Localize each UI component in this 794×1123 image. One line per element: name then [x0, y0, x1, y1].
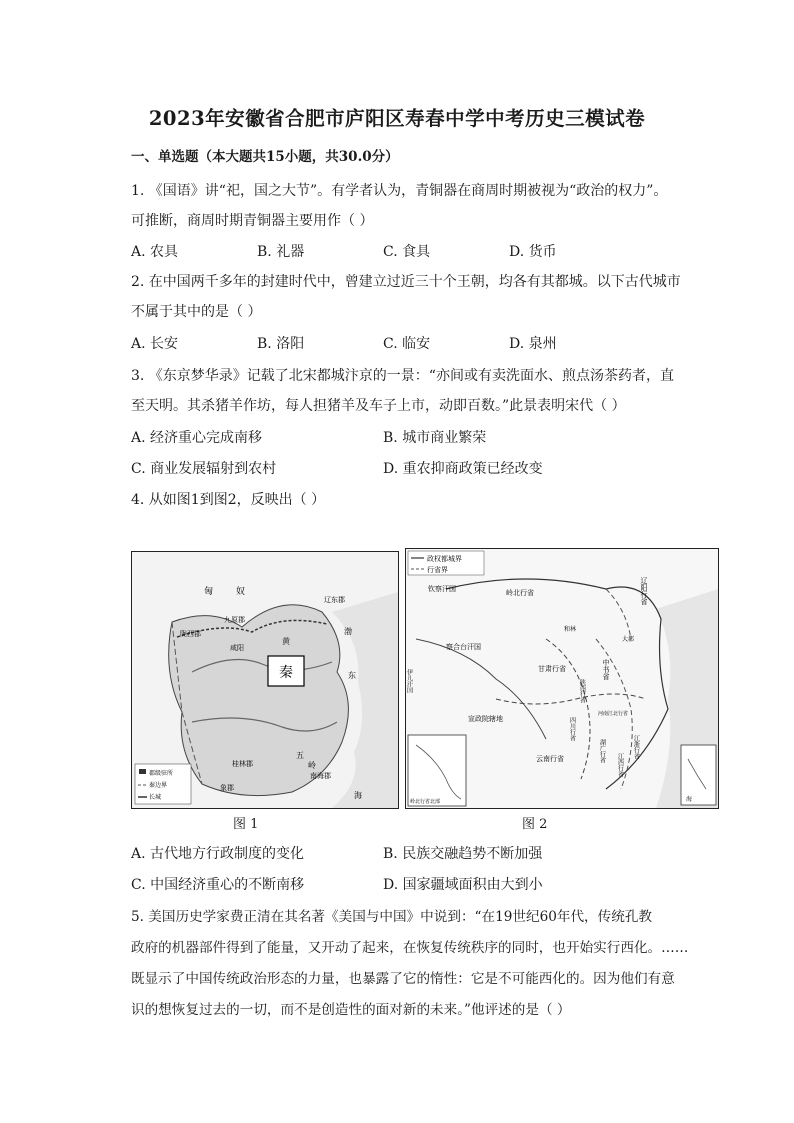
qin-map-drawing: [132, 552, 398, 808]
map1-legend-wall: 长城: [149, 794, 162, 801]
map2-label-yier: 伊儿汗国: [406, 669, 413, 693]
q3-option-a: A. 经济重心完成南移: [131, 430, 263, 446]
q3-option-d: D. 重农抑商政策已经改变: [383, 461, 543, 477]
map1-label-ling: 岭: [308, 761, 316, 770]
figure-1-qin-map: [131, 551, 399, 809]
map1-label-longxi: 陇西郡: [180, 630, 201, 638]
map2-label-sichuan: 四川行省: [568, 717, 576, 741]
q5-stem-line1: 5. 美国历史学家费正清在其名著《美国与中国》中说到：“在19世纪60年代，传统孔教: [131, 909, 653, 925]
q3-option-b: B. 城市商业繁荣: [383, 430, 487, 446]
q5-stem-line4: 识的想恢复过去的一切，而不是创造性的面对新的未来。”他评述的是（ ）: [131, 1002, 571, 1018]
map2-label-huguang: 湖广行省: [598, 739, 606, 763]
q4-option-b: B. 民族交融趋势不断加强: [383, 846, 543, 862]
q2-option-a: A. 长安: [131, 336, 179, 352]
map2-label-jiangxi: 江西行省: [616, 753, 624, 777]
q1-stem-line2: 可推断，商周时期青铜器主要用作（ ）: [131, 213, 374, 229]
q2-option-b: B. 洛阳: [257, 336, 305, 352]
map1-label-jiuyuan: 九原郡: [224, 616, 245, 624]
map2-legend-boundary: 政权都城界: [427, 555, 462, 563]
map1-label-dong: 东: [348, 671, 356, 680]
map1-label-huang: 黄: [282, 637, 290, 646]
figure-2-yuan-map: [405, 548, 719, 809]
map1-label-xiang: 象郡: [220, 784, 234, 792]
q4-option-a: A. 古代地方行政制度的变化: [131, 846, 305, 862]
map2-label-sea: 海: [686, 796, 693, 803]
map2-label-xuanzheng: 宣政院辖地: [468, 715, 503, 723]
map2-label-henan: 河南江北行省: [598, 711, 629, 717]
q1-option-d: D. 货币: [509, 244, 557, 260]
map1-label-nu: 奴: [236, 587, 246, 597]
q2-option-d: D. 泉州: [509, 336, 557, 352]
q3-option-c: C. 商业发展辐射到农村: [131, 461, 277, 477]
map1-label-liaodong: 辽东郡: [324, 596, 345, 604]
map2-label-yunnan: 云南行省: [536, 755, 564, 763]
map2-inset-label: 岭北行省北部: [410, 799, 441, 805]
map2-label-shaanxi: 陕西行省: [578, 679, 586, 703]
map2-label-liaoyang: 辽阳行省: [640, 577, 648, 605]
q5-stem-line2: 政府的机器部件得到了能量，又开动了起来，在恢复传统秩序的同时，也开始实行西化。……: [131, 940, 689, 956]
q3-stem-line2: 至天明。其杀猪羊作坊，每人担猪羊及车子上市，动即百数。”此景表明宋代（ ）: [131, 398, 626, 414]
section-heading: 一、单选题（本大题共15小题，共30.0分）: [131, 149, 399, 165]
q1-stem-line1: 1. 《国语》讲“祀，国之大节”。有学者认为，青铜器在商周时期被视为“政治的权力”。: [131, 183, 668, 199]
yuan-map-drawing: [406, 549, 718, 808]
page-title: 2023年安徽省合肥市庐阳区寿春中学中考历史三模试卷: [148, 107, 646, 130]
map1-label-xiong: 匈: [204, 587, 214, 597]
map1-label-xianyang: 咸阳: [230, 644, 244, 652]
q3-stem-line1: 3. 《东京梦华录》记载了北宋都城汴京的一景：“亦间或有卖洗面水、煎点汤茶药者，直: [131, 368, 674, 384]
map2-label-lingbei: 岭北行省: [506, 589, 534, 597]
q1-option-a: A. 农具: [131, 244, 179, 260]
figure-2-caption: 图 2: [522, 817, 548, 832]
map2-label-gansu: 甘肃行省: [538, 665, 566, 673]
figure-1-caption: 图 1: [233, 817, 259, 832]
map2-label-helin: 和林: [564, 626, 577, 633]
map1-legend-seat: 郡级驻所: [149, 770, 174, 777]
map1-label-wu: 五: [296, 751, 304, 760]
map1-legend-border: 秦边界: [149, 782, 168, 789]
map2-label-qincha: 钦察汗国: [428, 585, 456, 593]
q4-option-c: C. 中国经济重心的不断南移: [131, 877, 305, 893]
q1-option-c: C. 食具: [383, 244, 431, 260]
map2-label-dadu: 大都: [622, 636, 635, 643]
q5-stem-line3: 既显示了中国传统政治形态的力量，也暴露了它的惰性：它是不可能西化的。因为他们有意: [131, 971, 675, 987]
q4-option-d: D. 国家疆域面积由大到小: [383, 877, 543, 893]
map1-label-hai: 海: [354, 791, 362, 800]
map2-label-jiangzhe: 江浙行省: [632, 735, 640, 759]
legend-swatch-seat: [139, 769, 146, 774]
map2-label-chagatai: 察合台汗国: [446, 643, 481, 651]
map2-legend-province: 行省界: [427, 566, 448, 574]
q1-option-b: B. 礼器: [257, 244, 305, 260]
map2-label-zhongshu: 中书省: [602, 659, 610, 680]
map1-qin-label: 秦: [279, 665, 293, 681]
q2-stem-line2: 不属于其中的是（ ）: [131, 304, 262, 320]
q4-stem: 4. 从如图1到图2，反映出（ ）: [131, 492, 326, 508]
q2-option-c: C. 临安: [383, 336, 431, 352]
map1-label-bo: 渤: [344, 627, 352, 636]
map1-label-nanhai: 南海郡: [310, 772, 331, 780]
q2-stem-line1: 2. 在中国两千多年的封建时代中，曾建立过近三十个王朝，均各有其都城。以下古代城市: [131, 274, 681, 290]
map1-label-guilin: 桂林郡: [232, 760, 253, 768]
